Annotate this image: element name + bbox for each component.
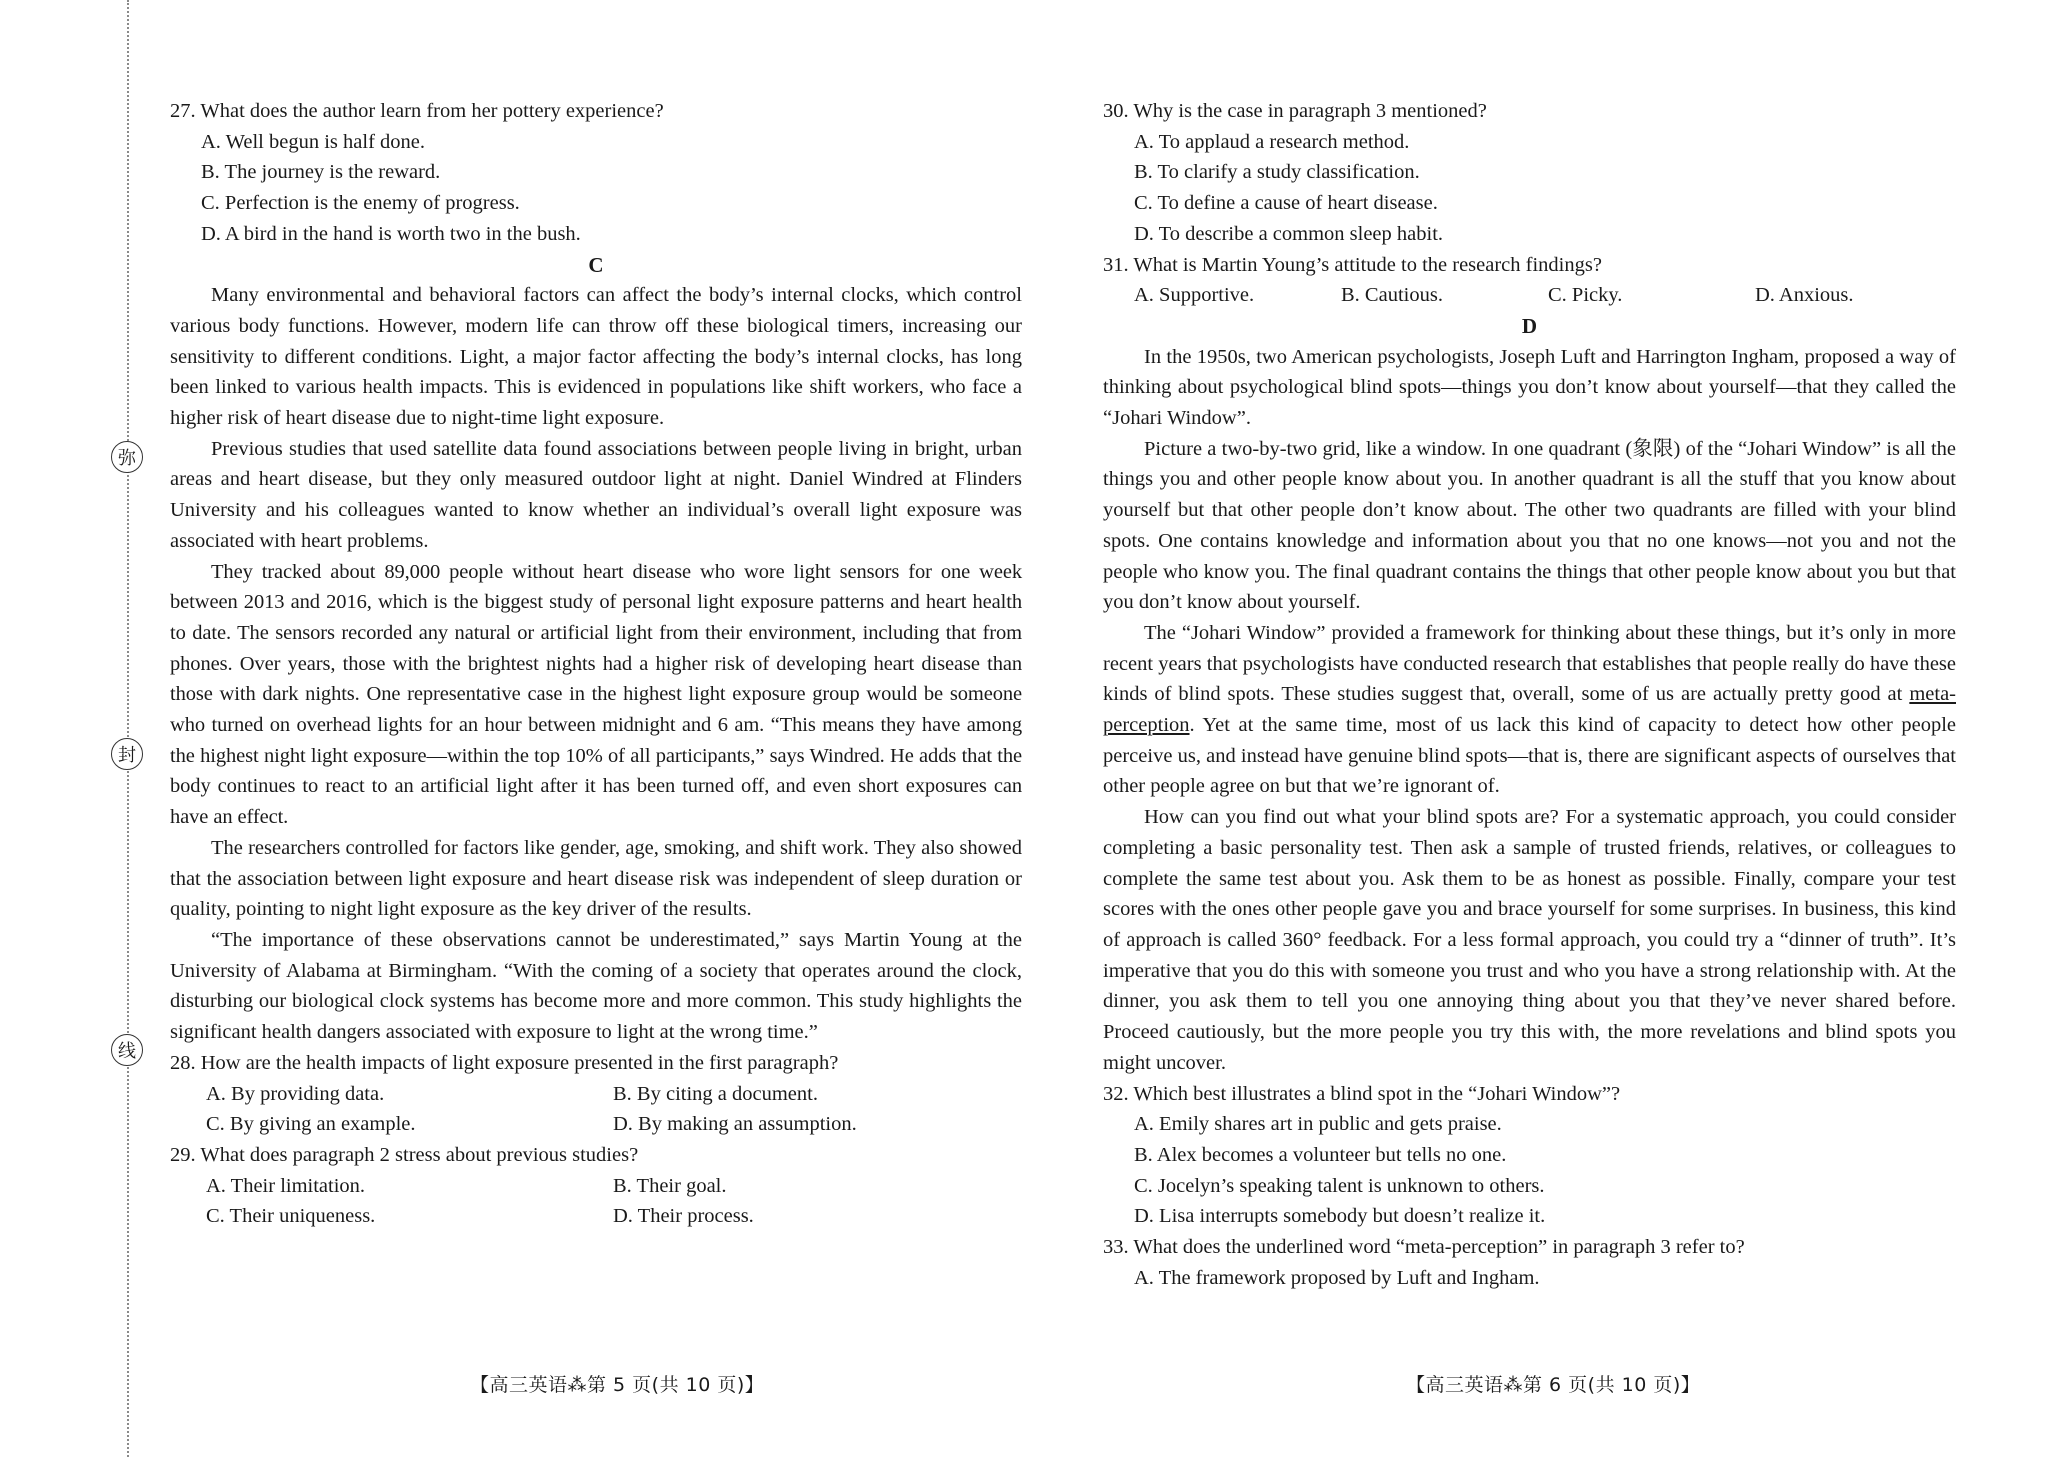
question-28-option-a: A. By providing data. bbox=[206, 1082, 385, 1105]
passage-c-paragraph-2: Previous studies that used satellite data found associations between people living in bright, urban areas and heart disease, but they only measured outdoor light at night. Daniel Windred at Flinders University and his colleagues wanted to know whether an individual’s overall light exposure was associated with heart problems. bbox=[170, 437, 1022, 552]
question-30-option-b: B. To clarify a study classification. bbox=[1134, 161, 1420, 184]
passage-d-paragraph-1: In the 1950s, two American psychologists, Joseph Luft and Harrington Ingham, proposed a way of thinking about psychological blind spots—things you don’t know about yourself—that they called the “Johari Window”. bbox=[1103, 345, 1956, 430]
passage-d-paragraph-2: Picture a two-by-two grid, like a window. In one quadrant (象限) of the “Johari Window” is all the things you and other people know about you. In another quadrant is all the stuff that you know about yourself but that other people don’t know about. The other two quadrants are filled with your blind spots. One contains knowledge and information about you that no one knows—not you and not the people who know you. The final quadrant contains the things that other people know about you but that you don’t know about yourself. bbox=[1103, 437, 1956, 614]
question-32-option-b: B. Alex becomes a volunteer but tells no one. bbox=[1134, 1143, 1507, 1166]
question-30-option-d: D. To describe a common sleep habit. bbox=[1134, 222, 1444, 245]
passage-c-paragraph-4: The researchers controlled for factors like gender, age, smoking, and shift work. They also showed that the association between light exposure and heart disease risk was independent of sleep duration or quality, pointing to night light exposure as the key driver of the results. bbox=[170, 836, 1022, 921]
binding-seal-xian: 线 bbox=[111, 1034, 143, 1066]
question-29 bbox=[170, 1140, 1022, 1232]
section-d-heading: D bbox=[1521, 313, 1538, 338]
question-33 bbox=[1103, 1232, 1956, 1293]
question-30 bbox=[1103, 96, 1956, 250]
question-32-option-a: A. Emily shares art in public and gets praise. bbox=[1134, 1113, 1502, 1136]
question-28-option-d: D. By making an assumption. bbox=[613, 1113, 857, 1136]
question-27 bbox=[170, 96, 1022, 250]
question-27-option-c: C. Perfection is the enemy of progress. bbox=[201, 192, 520, 215]
passage-d-paragraph-3-start: The “Johari Window” provided a framework for thinking about these things, but it’s only in more recent years that psychologists have conducted research that establishes that people really do have these kinds of blind spots. These studies suggest that, overall, some of us are actually pretty good at bbox=[1103, 621, 1956, 706]
passage-d-paragraph-3-end: . Yet at the same time, most of us lack this kind of capacity to detect how other people perceive us, and instead have genuine blind spots—that is, there are significant aspects of ourselves that other people agree on but that we’re ignorant of. bbox=[1103, 714, 1956, 798]
question-32-stem: 32. Which best illustrates a blind spot in the “Johari Window”? bbox=[1103, 1082, 1621, 1105]
binding-seal-mi: 弥 bbox=[111, 441, 143, 473]
question-31 bbox=[1103, 250, 1956, 311]
passage-c-paragraph-3: They tracked about 89,000 people without heart disease who wore light sensors for one week between 2013 and 2016, which is the biggest study of personal light exposure patterns and heart health to date. The sensors recorded any natural or artificial light from their environment, including that from phones. Over years, those with the brightest nights had a higher risk of developing heart disease than those with dark nights. One representative case in the highest light exposure group would be someone who turned on overhead lights for an hour between midnight and 6 am. “This means they have among the highest night light exposure—within the top 10% of all participants,” says Windred. He adds that the body continues to react to an artificial light after it has been turned off, and even short exposures can have an effect. bbox=[170, 560, 1022, 829]
question-31-option-d: D. Anxious. bbox=[1755, 284, 1854, 307]
passage-d-paragraph-3 bbox=[1103, 618, 1956, 802]
question-29-option-d: D. Their process. bbox=[613, 1205, 754, 1228]
question-27-option-d: D. A bird in the hand is worth two in the bush. bbox=[201, 222, 581, 245]
question-28-option-c: C. By giving an example. bbox=[206, 1113, 416, 1136]
question-30-option-a: A. To applaud a research method. bbox=[1134, 130, 1410, 153]
question-27-option-a: A. Well begun is half done. bbox=[201, 130, 425, 153]
binding-dotted-line bbox=[127, 0, 129, 1457]
question-30-stem: 30. Why is the case in paragraph 3 mentioned? bbox=[1103, 100, 1487, 122]
question-27-stem: 27. What does the author learn from her pottery experience? bbox=[170, 100, 664, 122]
question-28-stem: 28. How are the health impacts of light exposure presented in the first paragraph? bbox=[170, 1051, 839, 1074]
question-29-option-a: A. Their limitation. bbox=[206, 1174, 366, 1197]
question-31-stem: 31. What is Martin Young’s attitude to the research findings? bbox=[1103, 253, 1602, 276]
question-30-option-c: C. To define a cause of heart disease. bbox=[1134, 192, 1438, 215]
left-page-column bbox=[170, 96, 1022, 1232]
question-31-option-c: C. Picky. bbox=[1548, 284, 1623, 307]
question-33-stem: 33. What does the underlined word “meta-perception” in paragraph 3 refer to? bbox=[1103, 1236, 1745, 1259]
question-33-option-a: A. The framework proposed by Luft and Ingham. bbox=[1134, 1266, 1540, 1289]
binding-seal-feng: 封 bbox=[111, 738, 143, 770]
underlined-word-meta-perception: meta-perception bbox=[1103, 683, 1956, 737]
page-5-footer: 【高三英语⁂第 5 页(共 10 页)】 bbox=[470, 1374, 765, 1396]
question-32 bbox=[1103, 1079, 1956, 1233]
right-page-column bbox=[1103, 96, 1956, 1293]
passage-d-paragraph-4: How can you find out what your blind spots are? For a systematic approach, you could consider completing a basic personality test. Then ask a sample of trusted friends, relatives, or colleagues to complete the same test about you. Ask them to be as honest as possible. Finally, compare your test scores with the ones other people gave you and brace yourself for some surprises. In business, this kind of approach is called 360° feedback. For a less formal approach, you could try a “dinner of truth”. It’s imperative that you do this with someone you trust and who you have a strong relationship with. At the dinner, you ask them to tell you one annoying thing about you that they’ve never shared before. Proceed cautiously, but the more people you try this with, the more revelations and blind spots you might uncover. bbox=[1103, 806, 1956, 1074]
question-31-option-b: B. Cautious. bbox=[1341, 284, 1443, 307]
section-c-heading: C bbox=[588, 252, 604, 277]
passage-c-paragraph-5: “The importance of these observations cannot be underestimated,” says Martin Young at the University of Alabama at Birmingham. “With the coming of a society that operates around the clock, disturbing our biological clock systems has become more and more common. This study highlights the significant health dangers associated with exposure to light at the wrong time.” bbox=[170, 928, 1022, 1044]
question-32-option-c: C. Jocelyn’s speaking talent is unknown to others. bbox=[1134, 1174, 1545, 1197]
question-32-option-d: D. Lisa interrupts somebody but doesn’t realize it. bbox=[1134, 1205, 1546, 1228]
question-31-option-a: A. Supportive. bbox=[1134, 284, 1255, 307]
question-27-option-b: B. The journey is the reward. bbox=[201, 161, 441, 184]
question-28-option-b: B. By citing a document. bbox=[613, 1082, 818, 1105]
question-29-option-b: B. Their goal. bbox=[613, 1174, 727, 1197]
question-29-stem: 29. What does paragraph 2 stress about previous studies? bbox=[170, 1143, 639, 1166]
page-6-footer: 【高三英语⁂第 6 页(共 10 页)】 bbox=[1406, 1374, 1701, 1396]
question-29-option-c: C. Their uniqueness. bbox=[206, 1205, 376, 1228]
passage-c-paragraph-1: Many environmental and behavioral factors can affect the body’s internal clocks, which control various body functions. However, modern life can throw off these biological timers, increasing our sensitivity to different conditions. Light, a major factor affecting the body’s internal clocks, has long been linked to various health impacts. This is evidenced in populations like shift workers, who face a higher risk of heart disease due to night-time light exposure. bbox=[170, 284, 1022, 430]
question-28 bbox=[170, 1048, 1022, 1140]
